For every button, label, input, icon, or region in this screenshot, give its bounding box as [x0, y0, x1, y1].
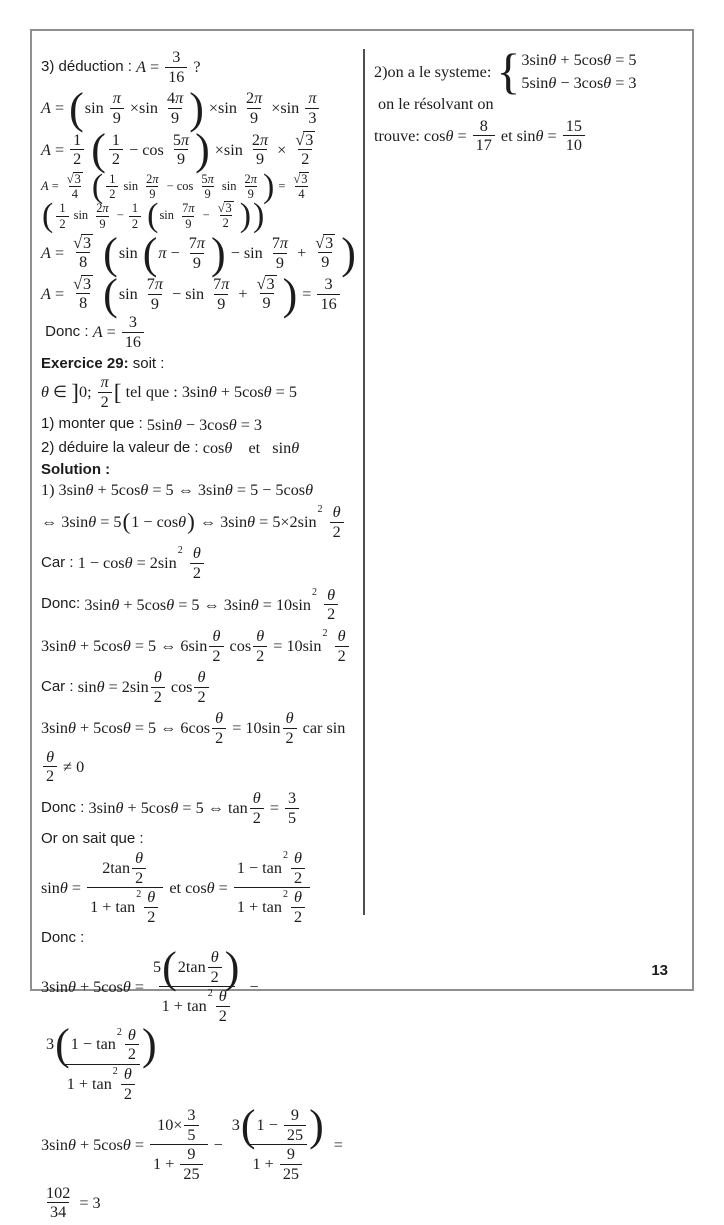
- math-expression: 3sin θ + 5cos θ = 5 ⇔ 3sin θ = 10sin 2 θ 2: [84, 586, 340, 624]
- fraction: $\frac{1}{2}$: [129, 201, 141, 231]
- text-label: Car :: [41, 554, 78, 572]
- parenthesized-group: ( 1 2 sin 2 π 9 − $\frac{1}{2}$ ( sin 7 π 9 − √ 3 2 ) ): [42, 197, 265, 235]
- fraction: √ 3 4: [66, 171, 81, 201]
- math-expression: A = $\frac{3}{16}$ ?: [136, 48, 201, 86]
- fraction: √ 3 4: [293, 171, 308, 201]
- radical: √ 3: [73, 234, 92, 253]
- radical: √ 3: [293, 171, 308, 186]
- parenthesized-group: ( π − 7 π 9 ): [142, 228, 226, 278]
- fraction: $\frac{\pi}{9}$: [110, 89, 124, 127]
- fraction: 1 − tan 2 θ 2 1 + tan 2 θ 2: [234, 849, 310, 927]
- formula-line: [41, 709, 359, 786]
- superscript: 2: [112, 1065, 118, 1077]
- fraction: √ 3 2: [217, 201, 232, 231]
- parenthesized-group: ( 2tan θ 2 ): [162, 942, 240, 992]
- math-expression: ⇔ 3sin θ = 5 ( 1 − cos θ ) ⇔ 3sin θ = 5×2sin 2 θ 2: [41, 503, 346, 541]
- fraction: 1 2: [56, 201, 68, 231]
- math-expression: 3sin θ + 5cos θ = 5 ⇔ 6sin θ 2 cos $\frac{\theta}{2}$ = 10sin 2 θ 2: [41, 627, 351, 665]
- math-expression: 1) 3sin θ + 5cos θ = 5 ⇔ 3sin θ = 5 − 5cos θ: [41, 480, 314, 499]
- fraction: 7 π 9: [271, 233, 289, 272]
- fraction: 4 π 9: [166, 89, 184, 127]
- fraction: $\frac{\theta}{2}$: [212, 709, 226, 747]
- formula-line: [41, 355, 359, 412]
- math-expression: A = $\frac{3}{16}$: [93, 313, 146, 351]
- math-expression: 3sin θ + 5cos θ = 5 ⇔ tan $\frac{\theta}{2}$ = $\frac{3}{5}$: [89, 789, 302, 827]
- math-expression: A = √ 3 8 ( sin 7 π 9 − sin 7 π 9 + √ 3 9 ) = $\frac{3}{16}$: [41, 275, 342, 313]
- formula-line: [41, 1100, 359, 1222]
- fraction: θ 2: [43, 748, 57, 786]
- math-expression: A = √ 3 4 ( 1 2 sin 2 π 9 − cos 5 π 9 sin 2 π 9 ) = √ 3 4 ( 1 2 sin 2 π 9 − $\frac{1}{2}$ ( sin 7 π 9 − √ 3 2 ) ): [41, 172, 359, 231]
- formula-line: [41, 48, 359, 86]
- fraction: 1 2: [106, 172, 118, 202]
- math-expression: A = $\frac{1}{2}$ ( 1 2 − cos 5 π 9 ) ×sin 2 π 9 × √ 3 2: [41, 131, 320, 169]
- fraction: θ 2: [291, 888, 305, 926]
- parenthesized-group: ( sin ( π − 7 π 9 ) − sin 7 π 9 + √ 3 9 ): [103, 228, 356, 278]
- formula-line: [41, 125, 359, 175]
- superscript: 2: [322, 627, 328, 639]
- radical: √ 3: [256, 275, 275, 294]
- text-label: 1) monter que :: [41, 415, 147, 433]
- formula-line: [41, 544, 359, 582]
- fraction: √ 3 2: [295, 130, 314, 168]
- math-expression: 3sin θ + 5cos θ = 5 ⇔ 6cos $\frac{\theta}{2}$ = 10sin θ 2 car sin θ 2 ≠ 0: [41, 709, 346, 786]
- fraction: 2 π 9: [146, 171, 159, 202]
- formula-line: [41, 269, 359, 352]
- fraction: 2 π 9: [245, 89, 263, 127]
- fraction: 2tan θ 2 1 + tan 2 θ 2: [87, 849, 163, 927]
- fraction: $\frac{15}{10}$: [563, 117, 585, 155]
- fraction: θ 2: [283, 709, 297, 747]
- formula-line: [41, 789, 359, 827]
- radical: √ 3: [315, 234, 334, 253]
- fraction: 2 π 9: [96, 201, 109, 231]
- text-label: 3) déduction :: [41, 57, 137, 75]
- parenthesized-group: ( 1 2 sin 2 π 9 − cos 5 π 9 sin 2 π 9 ): [91, 167, 275, 205]
- formula-line: [374, 117, 682, 155]
- math-expression: 3sin θ + 5cos θ = 5 ( 2tan θ 2 ) 1 + tan 2 θ 2 − 3 ( 1 − tan 2 θ 2 ) 1 + tan 2 θ 2: [41, 942, 263, 1103]
- fraction: θ 2: [335, 627, 349, 665]
- fraction: θ 2: [330, 503, 344, 541]
- parenthesized-group: ( sin 7 π 9 − sin 7 π 9 + √ 3 9 ): [103, 269, 298, 319]
- fraction: $\frac{9}{25}$: [180, 1145, 202, 1183]
- radical: √ 3: [295, 130, 314, 149]
- fraction: $\frac{8}{17}$: [473, 117, 495, 155]
- text-label: Or on sait que :: [41, 830, 148, 848]
- math-expression: cos θ et sin θ: [202, 438, 300, 457]
- fraction: θ 2: [125, 1026, 139, 1064]
- fraction: $\frac{9}{25}$: [280, 1145, 302, 1183]
- formula-line: [41, 929, 359, 1103]
- fraction: 7 π 9: [188, 233, 205, 272]
- fraction: θ 2: [209, 627, 223, 665]
- radical: √ 3: [66, 171, 81, 186]
- formula-line: [41, 167, 359, 235]
- text-label: 2) déduire la valeur de :: [41, 438, 203, 456]
- formula-line: [41, 83, 359, 133]
- math-expression: 3sin θ + 5cos θ = 10× $\frac{3}{5}$ 1 + $\frac{9}{25}$ − 3 ( 1 − $\frac{9}{25}$ ) 1 + $\frac{9}{25}$ = $\frac{102}{34}$ = 3: [41, 1100, 347, 1222]
- math-expression: θ ∈ ] 0; π 2 [ tel que : 3sin θ + 5cos θ = 5: [41, 373, 297, 411]
- math-expression: 5sin θ − 3cos θ = 3: [146, 415, 263, 434]
- right-column: [374, 42, 682, 158]
- math-expression: sin θ = 2tan θ 2 1 + tan 2 θ 2 et cos θ = 1 − tan 2 θ 2 1 + tan 2 θ 2: [41, 849, 312, 927]
- fraction: 2 π 9: [244, 171, 257, 202]
- fraction: 5 ( 2tan θ 2 ) 1 + tan 2 θ 2: [153, 942, 240, 1025]
- math-expression: trouve: cos θ = $\frac{8}{17}$ et sin θ = $\frac{15}{10}$: [374, 117, 587, 155]
- fraction: $\frac{3}{5}$: [184, 1106, 198, 1144]
- fraction: √ 3 9: [256, 275, 275, 313]
- math-expression: A = ( sin $\frac{\pi}{9}$ ×sin 4 π 9 ) ×sin 2 π 9 ×sin π 3: [41, 89, 321, 127]
- fraction: θ 2: [132, 849, 146, 887]
- parenthesized-group: ( sin $\frac{\pi}{9}$ ×sin 4 π 9 ): [69, 83, 204, 133]
- fraction: 10× $\frac{3}{5}$ 1 + $\frac{9}{25}$: [150, 1106, 208, 1184]
- fraction: θ 2: [194, 668, 208, 706]
- math-expression: A = √ 3 8 ( sin ( π − 7 π 9 ) − sin 7 π 9 + √ 3 9 ): [41, 228, 356, 278]
- fraction: 3 ( 1 − tan 2 θ 2 ) 1 + tan 2 θ 2: [46, 1020, 157, 1103]
- fraction: $\frac{3}{16}$: [122, 313, 144, 351]
- text-label: Donc :: [41, 798, 89, 816]
- fraction: θ 2: [190, 544, 204, 582]
- formula-line: [41, 228, 359, 278]
- fraction: $\frac{3}{5}$: [285, 789, 299, 827]
- equation-system: { 3sin θ + 5cos θ = 5 5sin θ − 3cos θ = 3: [496, 42, 637, 99]
- text-label: Donc:: [41, 595, 85, 613]
- fraction: 2 π 9: [251, 130, 269, 169]
- page-frame: [30, 29, 694, 1222]
- formula-line: [41, 438, 359, 458]
- superscript: 2: [282, 889, 288, 901]
- formula-line: [41, 627, 359, 665]
- superscript: 2: [312, 586, 318, 598]
- fraction: π 2: [98, 373, 112, 411]
- fraction: 3 ( 1 − $\frac{9}{25}$ ) 1 + $\frac{9}{25}$: [231, 1100, 324, 1183]
- superscript: 2: [207, 988, 213, 1000]
- parenthesized-group: ( 1 2 − cos 5 π 9 ): [91, 125, 210, 175]
- parenthesized-group: ( 1 − cos θ ): [122, 508, 195, 535]
- heading-label: Exercice 29:: [41, 354, 129, 372]
- formula-line: [41, 461, 359, 500]
- parenthesized-group: ( sin 7 π 9 − √ 3 2 ): [147, 197, 252, 235]
- text-label: Car :: [41, 677, 78, 695]
- left-column: [41, 45, 359, 1225]
- fraction: π 3: [305, 89, 319, 127]
- fraction: $\frac{1}{2}$: [70, 131, 84, 169]
- fraction: $\frac{\theta}{2}$: [250, 789, 264, 827]
- formula-line: [41, 586, 359, 624]
- fraction: 5 π 9: [172, 130, 190, 169]
- math-expression: sin θ = 2sin θ 2 cos θ 2: [78, 668, 211, 706]
- fraction: 5 π 9: [201, 171, 214, 202]
- fraction: θ 2: [208, 948, 222, 986]
- fraction: √ 3 8: [73, 275, 92, 313]
- fraction: θ 2: [151, 668, 165, 706]
- fraction: 7 π 9: [146, 275, 163, 313]
- fraction: 7 π 9: [213, 275, 230, 313]
- fraction: θ 2: [216, 987, 230, 1025]
- superscript: 2: [136, 889, 142, 901]
- formula-line: [41, 668, 359, 706]
- fraction: $\frac{\theta}{2}$: [253, 627, 267, 665]
- formula-line: [41, 830, 359, 926]
- formula-line: [41, 503, 359, 541]
- fraction: √ 3 9: [315, 234, 334, 272]
- superscript: 2: [282, 849, 288, 861]
- heading-label: Solution :: [41, 461, 111, 479]
- fraction: θ 2: [121, 1065, 135, 1103]
- fraction: $\frac{3}{16}$: [317, 275, 339, 313]
- parenthesized-group: ( 1 − tan 2 θ 2 ): [55, 1020, 157, 1070]
- superscript: 2: [177, 545, 183, 557]
- fraction: √ 3 8: [73, 234, 92, 272]
- fraction: θ 2: [144, 888, 158, 926]
- fraction: θ 2: [291, 849, 305, 887]
- formula-line: [374, 42, 682, 114]
- math-expression: 1 − cos θ = 2sin 2 θ 2: [78, 544, 206, 582]
- math-expression: 2)on a le systeme: { 3sin θ + 5cos θ = 5 5sin θ − 3cos θ = 3 on le résolvant on: [374, 42, 637, 113]
- text-label: soit :: [128, 354, 169, 372]
- page-number: 13: [651, 962, 668, 979]
- fraction: $\frac{9}{25}$: [284, 1106, 306, 1144]
- fraction: $\frac{102}{34}$: [46, 1183, 71, 1222]
- parenthesized-group: ( 1 − $\frac{9}{25}$ ): [240, 1100, 324, 1150]
- fraction: θ 2: [324, 586, 338, 624]
- superscript: 2: [317, 504, 323, 516]
- text-label: Donc :: [41, 929, 89, 947]
- radical: √ 3: [217, 201, 232, 216]
- column-divider: [363, 49, 365, 915]
- fraction: $\frac{3}{16}$: [165, 48, 187, 86]
- radical: √ 3: [73, 275, 92, 294]
- fraction: 7 π 9: [182, 201, 195, 231]
- text-label: Donc :: [41, 323, 93, 341]
- superscript: 2: [116, 1026, 122, 1038]
- formula-line: [41, 415, 359, 435]
- fraction: 1 2: [109, 131, 123, 169]
